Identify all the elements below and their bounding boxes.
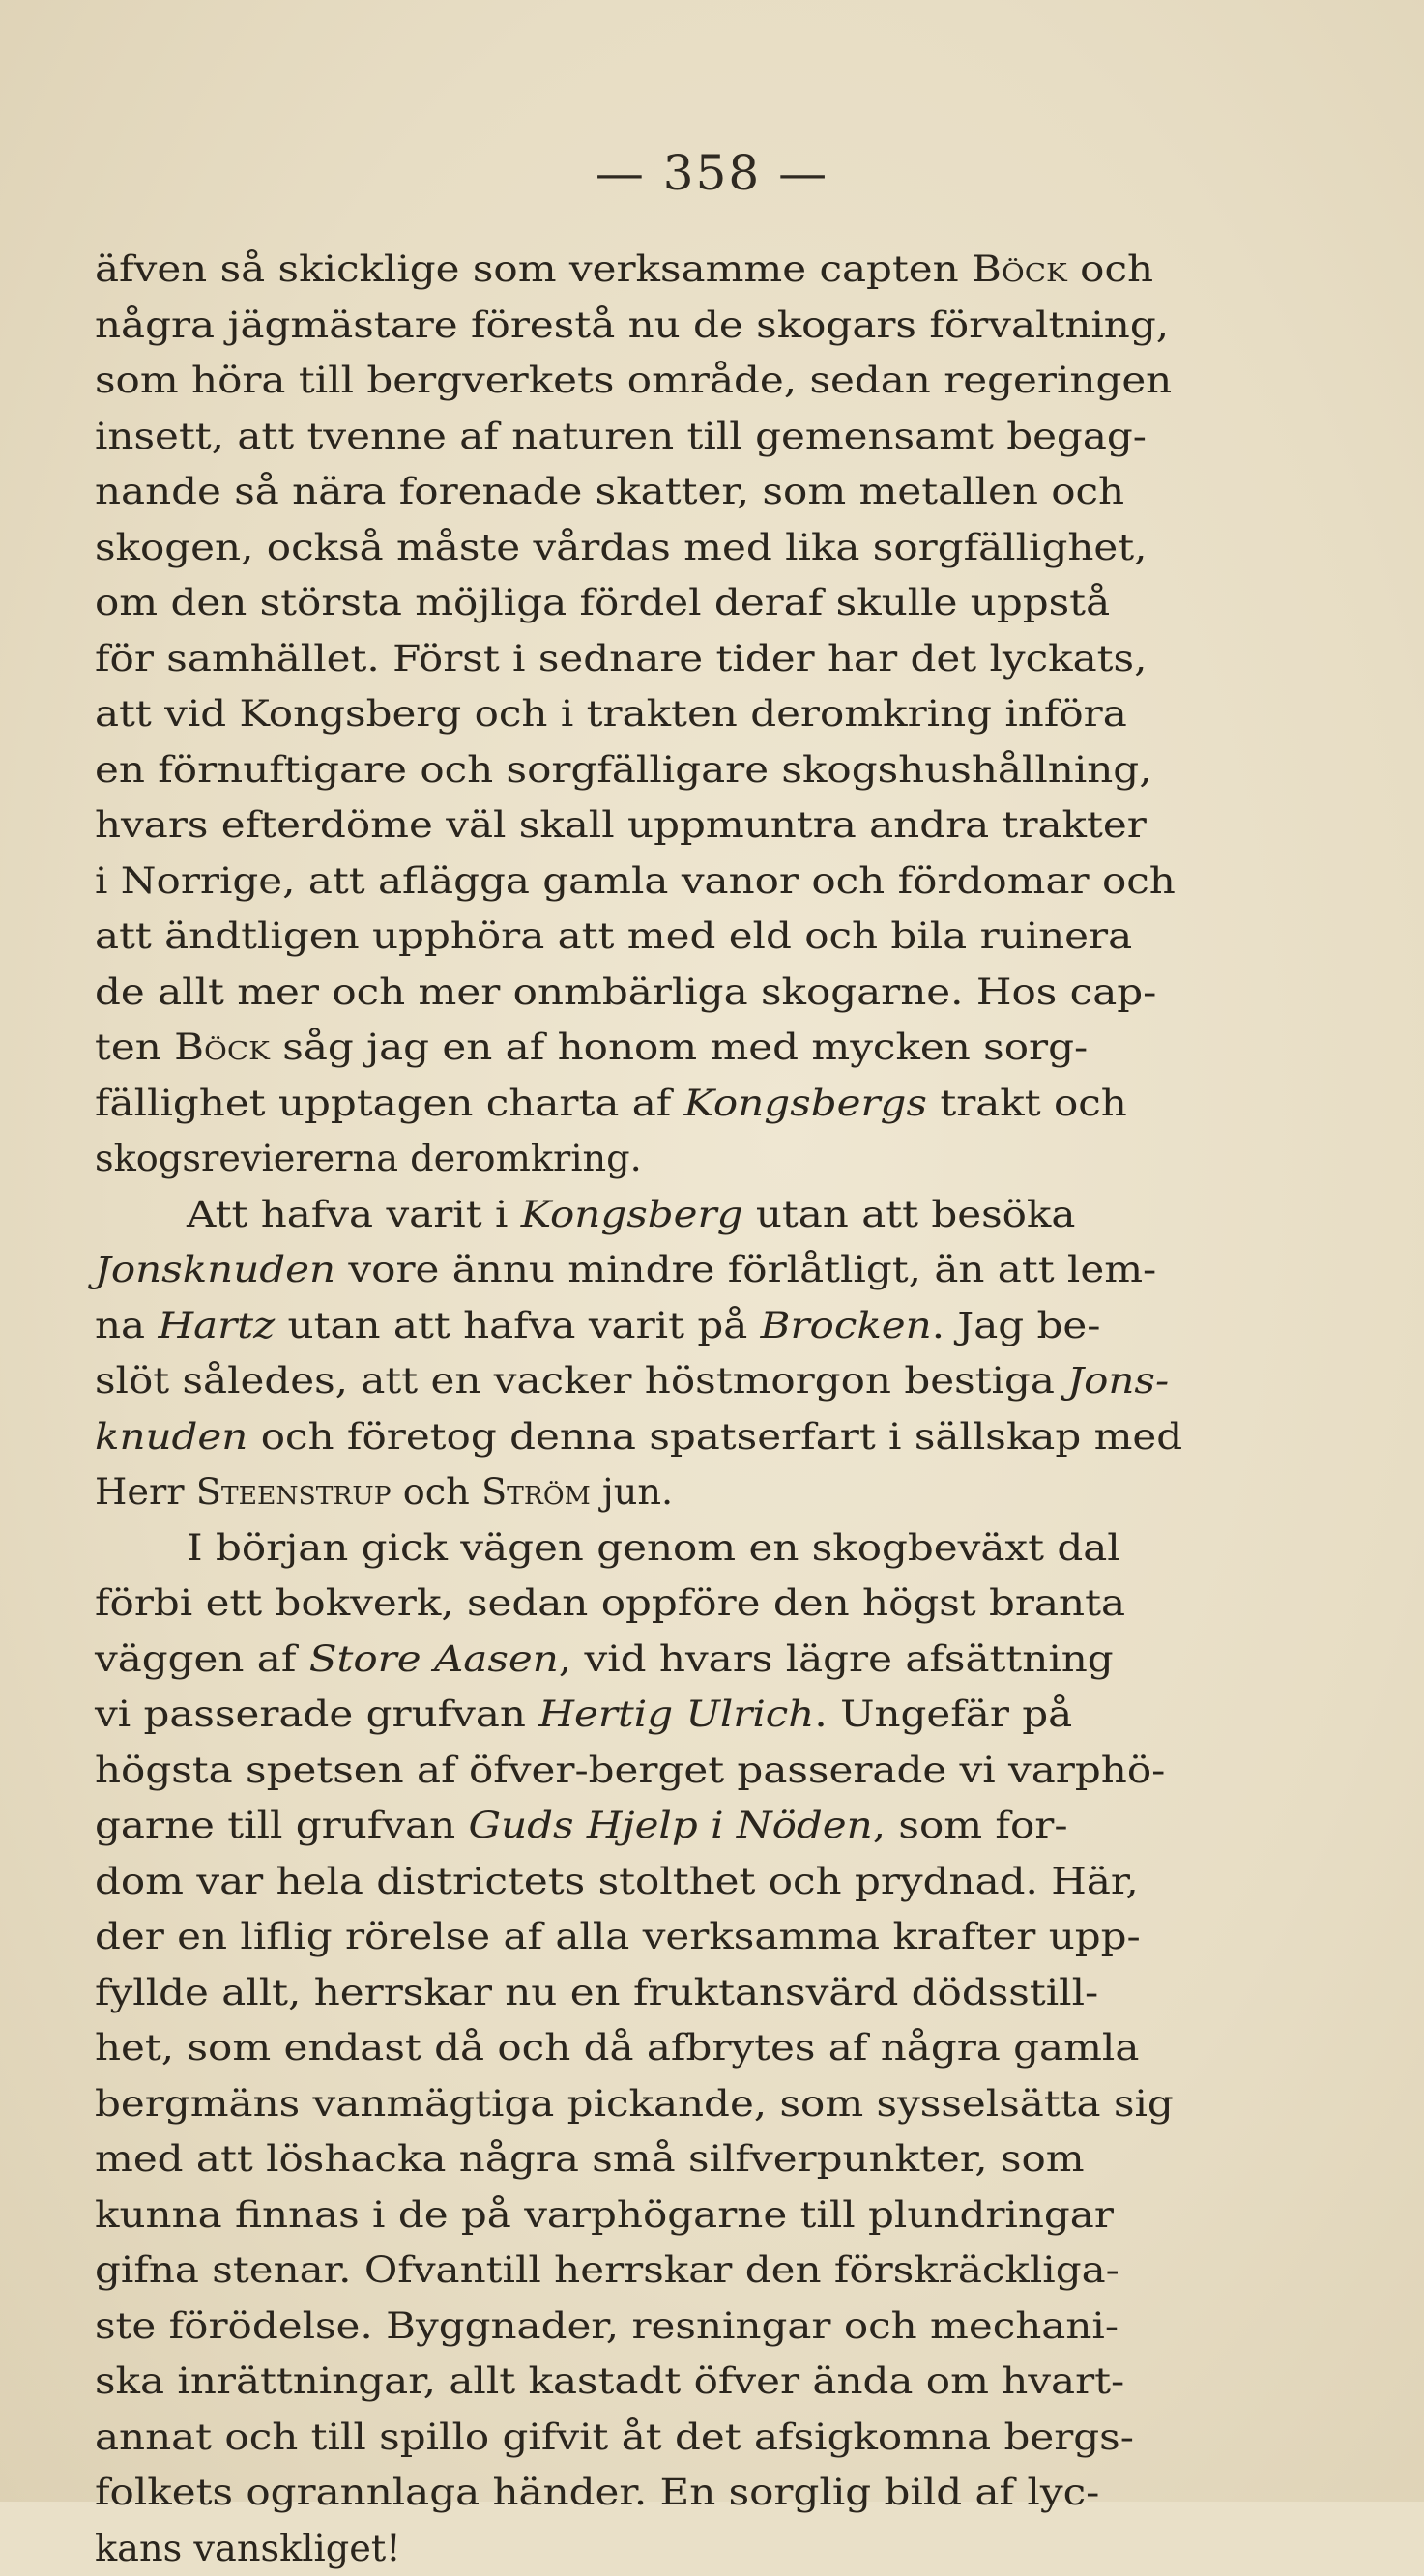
text-line-content xyxy=(95,1298,1100,1354)
text-line xyxy=(95,1854,1322,1910)
italic-place-name: knuden xyxy=(95,1409,247,1465)
text-run: de allt mer och mer onmbärliga skogarne. Hos cap- xyxy=(95,965,1156,1021)
text-line-content xyxy=(95,1798,1068,1854)
text-line xyxy=(95,1242,1322,1298)
text-run: som höra till bergverkets område, sedan regeringen xyxy=(95,353,1172,409)
text-line xyxy=(95,1409,1322,1465)
text-run: vi passerade grufvan xyxy=(95,1687,538,1743)
text-line-content xyxy=(95,2131,1085,2187)
page-number: — 358 — xyxy=(0,145,1424,201)
text-run: bergmäns vanmägtiga pickande, som sysselsätta sig xyxy=(95,2076,1174,2132)
text-run: och xyxy=(1067,242,1153,298)
text-line xyxy=(95,1020,1322,1076)
text-run: insett, att tvenne af naturen till gemensamt begag- xyxy=(95,409,1147,465)
text-run: äfven så skicklige som verksamme capten xyxy=(95,242,972,298)
text-run: för samhället. Först i sednare tider har det lyckats, xyxy=(95,631,1147,687)
text-line xyxy=(95,1576,1322,1632)
text-line-content xyxy=(95,631,1147,687)
text-run: med att löshacka några små silfverpunkter, som xyxy=(95,2131,1085,2187)
text-line-content xyxy=(95,520,1148,576)
text-run: hvars efterdöme väl skall uppmuntra andra trakter xyxy=(95,797,1147,854)
small-caps-name: Ström xyxy=(481,1464,591,1520)
text-line xyxy=(95,2299,1322,2355)
text-line-content xyxy=(95,1687,1072,1743)
text-line xyxy=(95,1965,1322,2021)
text-run: . Ungefär på xyxy=(814,1687,1072,1743)
text-run: högsta spetsen af öfver-berget passerade vi varphö- xyxy=(95,1743,1165,1799)
text-line-content xyxy=(95,464,1124,520)
text-run: fällighet upptagen charta af xyxy=(95,1076,684,1132)
text-line-content xyxy=(95,575,1110,631)
text-line-content xyxy=(95,1464,673,1520)
italic-place-name: Hartz xyxy=(158,1298,275,1354)
text-run: I början gick vägen genom en skogbeväxt dal xyxy=(187,1520,1120,1577)
italic-place-name: Kongsberg xyxy=(521,1187,743,1243)
text-line xyxy=(95,409,1322,465)
text-line-content xyxy=(95,1909,1141,1965)
text-run: slöt således, att en vacker höstmorgon bestiga xyxy=(95,1353,1067,1409)
text-run: . Jag be- xyxy=(932,1298,1101,1354)
italic-place-name: Store Aasen xyxy=(309,1632,559,1688)
text-line-content xyxy=(95,1743,1165,1799)
text-line-content xyxy=(95,854,1176,910)
italic-place-name: Jons- xyxy=(1067,1353,1169,1409)
text-line xyxy=(95,909,1322,965)
text-run: nande så nära forenade skatter, som metallen och xyxy=(95,464,1124,520)
text-line-content xyxy=(95,2187,1114,2243)
small-caps-name: Böck xyxy=(174,1020,270,1076)
text-run: ska inrättningar, allt kastadt öfver ända om hvart- xyxy=(95,2354,1124,2410)
text-run: i Norrige, att aflägga gamla vanor och fördomar och xyxy=(95,854,1176,910)
text-line xyxy=(95,2354,1322,2410)
text-line xyxy=(95,1298,1322,1354)
text-run: utan att besöka xyxy=(742,1187,1075,1243)
text-line xyxy=(95,686,1322,742)
text-line-content xyxy=(95,1353,1169,1409)
text-line xyxy=(95,1187,1322,1243)
text-line xyxy=(95,1353,1322,1409)
text-run: ten xyxy=(95,1020,174,1076)
text-line-content xyxy=(95,1131,642,1187)
text-line xyxy=(95,1464,1322,1520)
text-run: kunna finnas i de på varphögarne till plundringar xyxy=(95,2187,1114,2243)
text-line-content xyxy=(95,686,1127,742)
text-line-content xyxy=(95,965,1156,1021)
text-line xyxy=(95,1798,1322,1854)
text-line xyxy=(95,464,1322,520)
text-run: skogsreviererna deromkring. xyxy=(95,1131,642,1187)
text-run: vore ännu mindre förlåtligt, än att lem- xyxy=(335,1242,1156,1298)
text-line-content xyxy=(95,742,1152,798)
text-line-content xyxy=(95,2243,1119,2299)
text-line-content xyxy=(95,298,1169,354)
text-line xyxy=(95,575,1322,631)
text-run: och xyxy=(392,1464,481,1520)
text-run: och företog denna spatserfart i sällskap med xyxy=(247,1409,1182,1465)
text-line xyxy=(95,1076,1322,1132)
text-line-content xyxy=(187,1187,1075,1243)
text-line-content xyxy=(95,2299,1119,2355)
text-run: garne till grufvan xyxy=(95,1798,469,1854)
text-run: såg jag en af honom med mycken sorg- xyxy=(270,1020,1088,1076)
text-line-content xyxy=(95,2076,1174,2132)
small-caps-name: Steenstrup xyxy=(196,1464,392,1520)
text-line-content xyxy=(95,1854,1139,1910)
italic-place-name: Hertig Ulrich xyxy=(538,1687,814,1743)
text-line xyxy=(95,2465,1322,2521)
text-line-content xyxy=(95,2020,1139,2076)
text-line-content xyxy=(95,1242,1156,1298)
text-run: utan att hafva varit på xyxy=(275,1298,760,1354)
text-run: der en liflig rörelse af alla verksamma krafter upp- xyxy=(95,1909,1141,1965)
text-run: jun. xyxy=(591,1464,673,1520)
text-run: en förnuftigare och sorgfälligare skogshushållning, xyxy=(95,742,1152,798)
text-run: ste förödelse. Byggnader, resningar och mechani- xyxy=(95,2299,1119,2355)
text-run: om den största möjliga fördel deraf skulle uppstå xyxy=(95,575,1110,631)
text-line-content xyxy=(95,909,1132,965)
text-run: gifna stenar. Ofvantill herrskar den förskräckliga- xyxy=(95,2243,1119,2299)
text-line xyxy=(95,2187,1322,2243)
text-line xyxy=(95,742,1322,798)
text-line-content xyxy=(95,242,1153,298)
text-run: att vid Kongsberg och i trakten deromkring införa xyxy=(95,686,1127,742)
text-run: kans vanskliget! xyxy=(95,2521,401,2576)
text-line xyxy=(95,298,1322,354)
italic-place-name: Jonsknuden xyxy=(95,1242,335,1298)
text-line-content xyxy=(95,797,1147,854)
text-run: het, som endast då och då afbrytes af några gamla xyxy=(95,2020,1139,2076)
text-line xyxy=(95,1909,1322,1965)
text-line-content xyxy=(95,1409,1182,1465)
text-line xyxy=(95,1632,1322,1688)
text-run: väggen af xyxy=(95,1632,309,1688)
text-line xyxy=(95,631,1322,687)
text-line xyxy=(95,242,1322,298)
text-line xyxy=(95,965,1322,1021)
text-line-content xyxy=(187,1520,1120,1577)
text-line xyxy=(95,797,1322,854)
text-run: skogen, också måste vårdas med lika sorgfällighet, xyxy=(95,520,1148,576)
text-line-content xyxy=(95,1020,1088,1076)
italic-place-name: Brocken xyxy=(761,1298,932,1354)
text-line xyxy=(95,2521,1322,2576)
text-line xyxy=(95,1520,1322,1577)
text-line xyxy=(95,1743,1322,1799)
text-run: folkets ogrannlaga händer. En sorglig bild af lyc- xyxy=(95,2465,1099,2521)
text-run: Att hafva varit i xyxy=(187,1187,521,1243)
text-run: några jägmästare förestå nu de skogars förvaltning, xyxy=(95,298,1169,354)
text-line-content xyxy=(95,1076,1127,1132)
text-line xyxy=(95,353,1322,409)
text-line-content xyxy=(95,1576,1125,1632)
text-line-content xyxy=(95,353,1172,409)
text-line xyxy=(95,2020,1322,2076)
text-run: förbi ett bokverk, sedan oppföre den högst branta xyxy=(95,1576,1125,1632)
text-line xyxy=(95,2410,1322,2466)
text-run: , vid hvars lägre afsättning xyxy=(559,1632,1114,1688)
text-line xyxy=(95,520,1322,576)
body-text xyxy=(95,242,1322,2576)
italic-place-name: Kongsbergs xyxy=(684,1076,927,1132)
text-line xyxy=(95,1131,1322,1187)
text-run: Herr xyxy=(95,1464,196,1520)
text-run: att ändtligen upphöra att med eld och bila ruinera xyxy=(95,909,1132,965)
text-line-content xyxy=(95,2465,1099,2521)
text-line-content xyxy=(95,1632,1114,1688)
text-run: , som for- xyxy=(873,1798,1068,1854)
small-caps-name: Böck xyxy=(972,242,1067,298)
text-run: fyllde allt, herrskar nu en fruktansvärd dödsstill- xyxy=(95,1965,1098,2021)
text-line-content xyxy=(95,1965,1098,2021)
text-run: trakt och xyxy=(927,1076,1127,1132)
text-line-content xyxy=(95,409,1147,465)
text-line-content xyxy=(95,2410,1134,2466)
text-line xyxy=(95,1687,1322,1743)
text-line-content xyxy=(95,2354,1124,2410)
italic-place-name: Guds Hjelp i Nöden xyxy=(469,1798,873,1854)
text-run: annat och till spillo gifvit åt det afsigkomna bergs- xyxy=(95,2410,1134,2466)
text-line xyxy=(95,854,1322,910)
text-line xyxy=(95,2131,1322,2187)
text-run: na xyxy=(95,1298,158,1354)
text-line-content xyxy=(95,2521,401,2576)
text-line xyxy=(95,2243,1322,2299)
text-run: dom var hela districtets stolthet och prydnad. Här, xyxy=(95,1854,1139,1910)
text-line xyxy=(95,2076,1322,2132)
